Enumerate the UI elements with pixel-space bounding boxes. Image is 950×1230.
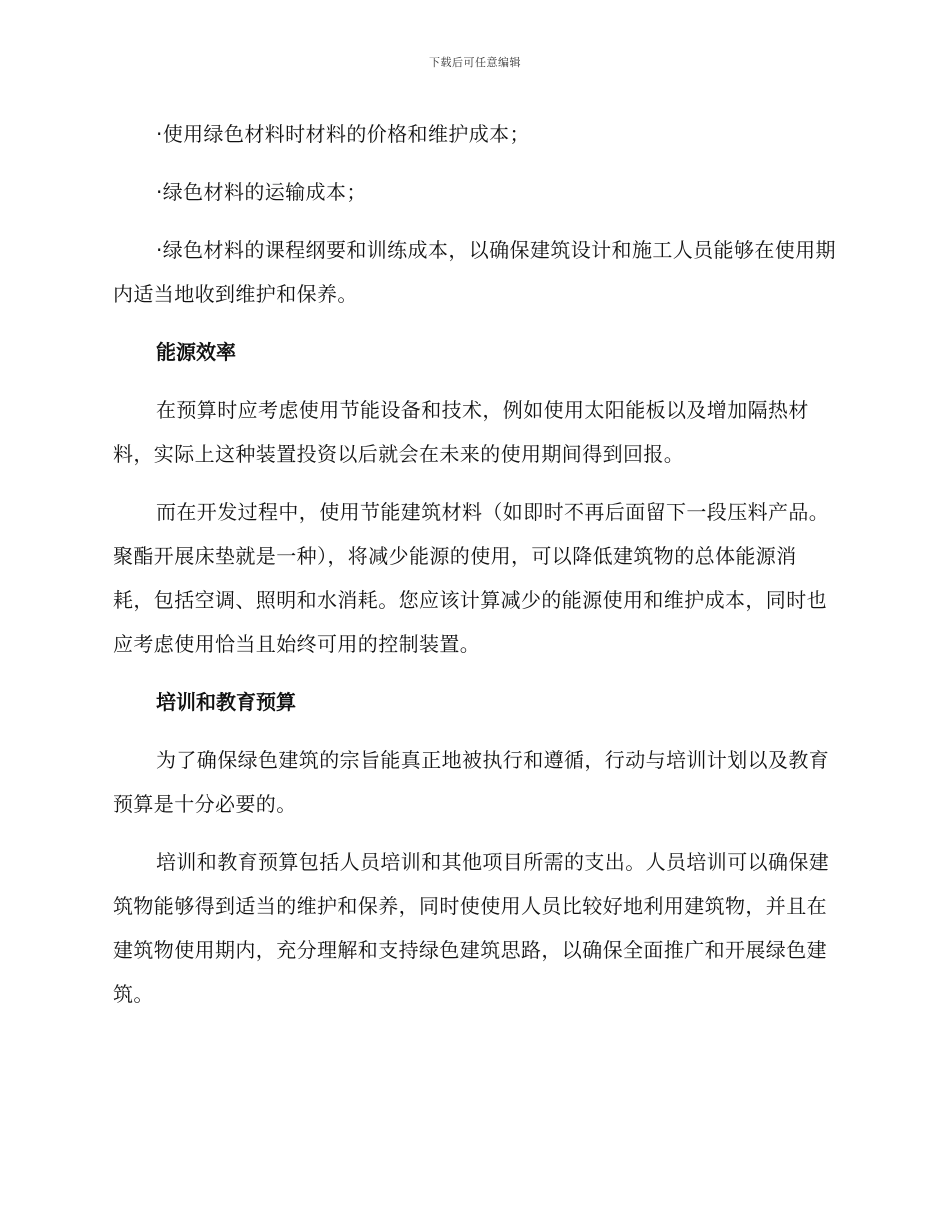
heading-training-budget: 培训和教育预算 [156,690,296,714]
paragraph-training-1: 为了确保绿色建筑的宗旨能真正地被执行和遵循，行动与培训计划以及教育预算是十分必要的。 [113,748,830,816]
paragraph-training-2: 培训和教育预算包括人员培训和其他项目所需的支出。人员培训可以确保建筑物能够得到适当的维护和保养，同时使使用人员比较好地利用建筑物，并且在建筑物使用期内，充分理解和支持绿色建筑思路，以确保全面推广和开展绿色建筑。 [113,850,830,1006]
bullet-transport-cost: ·绿色材料的运输成本； [156,180,367,204]
heading-energy-efficiency: 能源效率 [156,340,236,364]
document-body [113,112,837,1016]
paragraph-energy-1: 在预算时应考虑使用节能设备和技术，例如使用太阳能板以及增加隔热材料，实际上这种装置投资以后就会在未来的使用期间得到回报。 [113,398,809,466]
page-header-note: 下载后可任意编辑 [429,56,521,69]
bullet-price-maintenance: ·使用绿色材料时材料的价格和维护成本； [156,122,530,146]
bullet-training-cost: ·绿色材料的课程纲要和训练成本，以确保建筑设计和施工人员能够在使用期内适当地收到维护和保养。 [113,238,836,306]
paragraph-energy-2: 而在开发过程中，使用节能建筑材料（如即时不再后面留下一段压料产品。聚酯开展床垫就是一种），将减少能源的使用，可以降低建筑物的总体能源消耗，包括空调、照明和水消耗。您应该计算减少的能源使用和维护成本，同时也应考虑使用恰当且始终可用的控制装置。 [113,500,830,656]
